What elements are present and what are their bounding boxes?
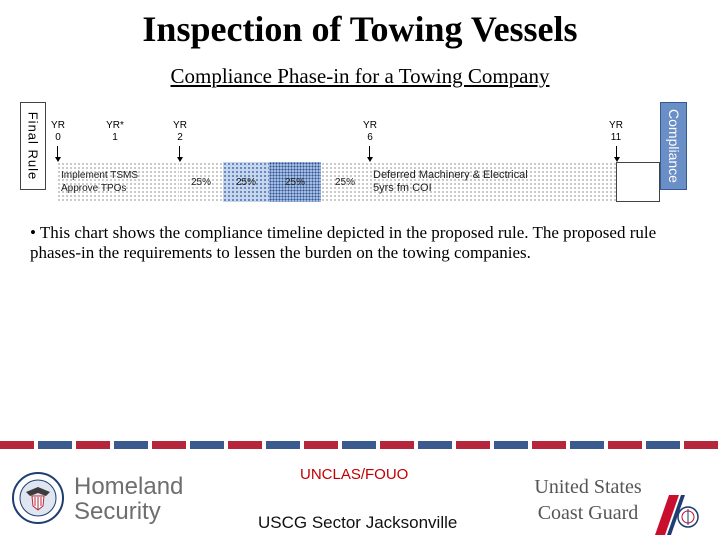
phase-segment-2 xyxy=(223,162,269,202)
dhs-wordmark: Homeland Security xyxy=(74,473,184,525)
implement-line-1: Implement TSMS xyxy=(61,170,139,181)
dhs-seal-icon xyxy=(12,472,64,524)
compliance-label: Compliance xyxy=(665,109,682,183)
compliance-label-box xyxy=(660,102,687,190)
phase-percent: 25% xyxy=(235,176,256,188)
classification-label: UNCLAS/FOUO xyxy=(300,466,409,483)
coast-guard-emblem-icon xyxy=(655,495,703,535)
slide-subtitle: Compliance Phase-in for a Towing Company xyxy=(170,64,550,88)
final-segment xyxy=(616,162,660,202)
phase-percent: 25% xyxy=(284,176,305,188)
description-bullet: • This chart shows the compliance timeline depicted in the proposed rule. The proposed rule phases-in the requirements to lessen the burden on the towing companies. xyxy=(30,223,657,262)
year-marker-0: YR 0 xyxy=(51,120,65,143)
year-marker-11: YR 11 xyxy=(609,120,623,143)
implement-line-2: Approve TPOs xyxy=(61,183,127,194)
deferred-line-2: 5yrs fm COI xyxy=(373,182,432,194)
sector-label: USCG Sector Jacksonville xyxy=(258,513,458,532)
final-rule-label-box xyxy=(20,102,46,190)
final-rule-label: Final Rule xyxy=(25,111,41,181)
year-marker-1: YR* 1 xyxy=(106,120,124,143)
phase-percent: 25% xyxy=(334,176,355,188)
phase-percent: 25% xyxy=(190,176,211,188)
slide-title: Inspection of Towing Vessels xyxy=(142,9,578,49)
implement-tsms-segment xyxy=(57,162,179,202)
phase-segment-3 xyxy=(269,162,321,202)
phase-segment-1 xyxy=(179,162,223,202)
uscg-wordmark: United States Coast Guard xyxy=(534,476,642,524)
deferred-line-1: Deferred Machinery & Electrical xyxy=(373,169,528,181)
phase-segment-4 xyxy=(321,162,369,202)
year-marker-2: YR 2 xyxy=(173,120,187,143)
footer-stripe xyxy=(0,441,720,449)
year-marker-6: YR 6 xyxy=(363,120,377,143)
deferred-machinery-segment xyxy=(369,162,616,202)
